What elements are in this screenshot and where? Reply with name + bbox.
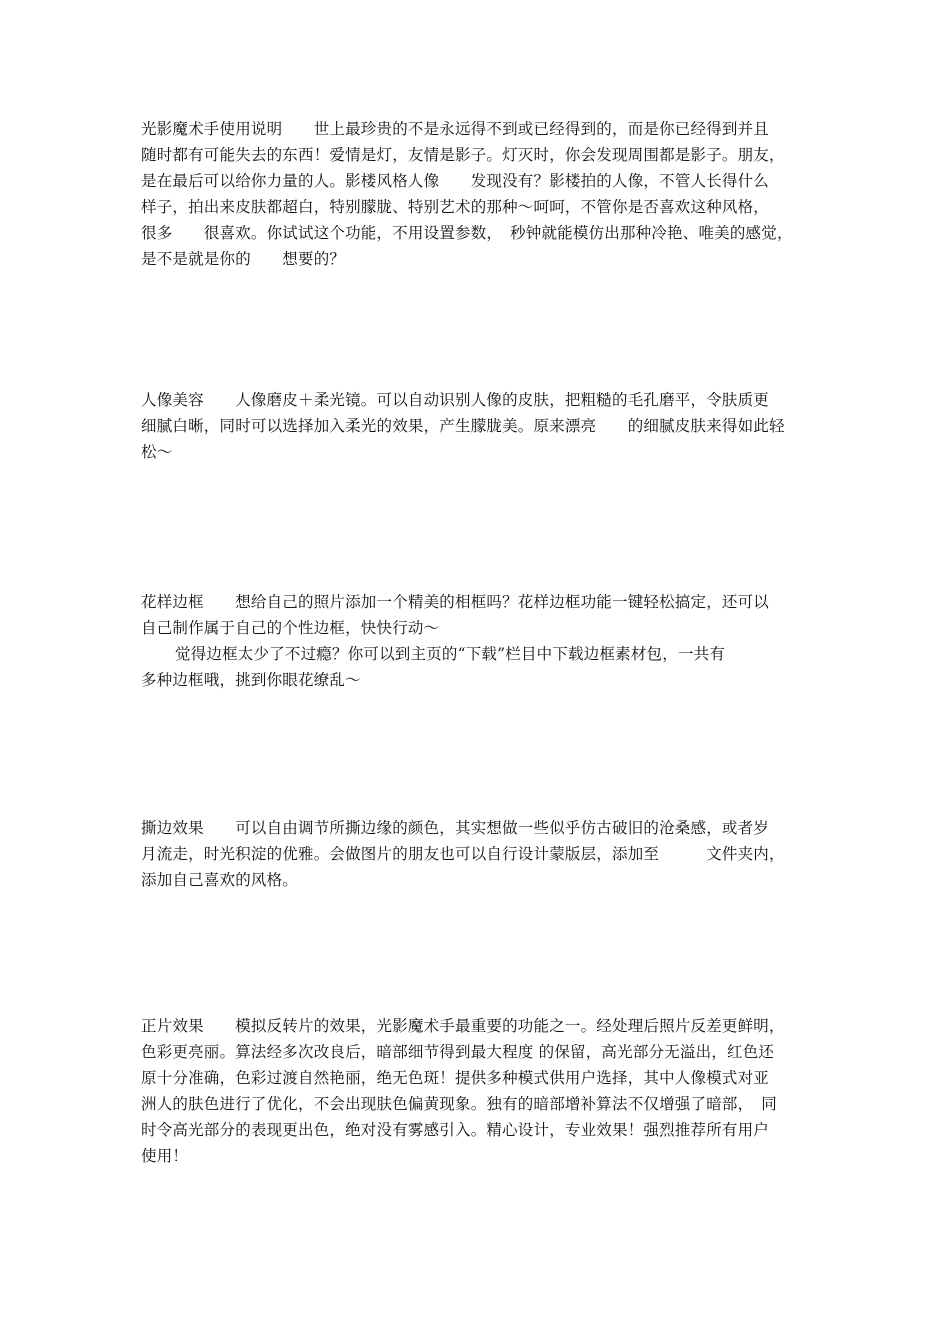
paragraph-line: 人像美容 人像磨皮＋柔光镜。可以自动识别人像的皮肤，把粗糙的毛孔磨平，令肤质更 bbox=[141, 391, 770, 409]
paragraph-line: 添加自己喜欢的风格。 bbox=[141, 871, 299, 889]
paragraph-line: 光影魔术手使用说明 世上最珍贵的不是永远得不到或已经得到的，而是你已经得到并且 bbox=[141, 120, 770, 138]
section-slide-effect bbox=[141, 1013, 813, 1169]
paragraph-line: 色彩更亮丽。算法经多次改良后，暗部细节得到最大程度 的保留，高光部分无溢出，红色还 bbox=[141, 1043, 775, 1061]
section-intro bbox=[141, 116, 813, 272]
paragraph-line: 样子，拍出来皮肤都超白，特别朦胧、特别艺术的那种～呵呵，不管你是否喜欢这种风格， bbox=[141, 198, 770, 216]
paragraph-line: 时令高光部分的表现更出色，绝对没有雾感引入。精心设计，专业效果！强烈推荐所有用户 bbox=[141, 1121, 770, 1139]
paragraph-line: 随时都有可能失去的东西！爱情是灯，友情是影子。灯灭时，你会发现周围都是影子。朋友， bbox=[141, 146, 785, 164]
paragraph-line: 很多 很喜欢。你试试这个功能，不用设置参数， 秒钟就能模仿出那种冷艳、唯美的感觉， bbox=[141, 224, 793, 242]
paragraph-line: 花样边框 想给自己的照片添加一个精美的相框吗？花样边框功能一键轻松搞定，还可以 bbox=[141, 593, 770, 611]
paragraph-line: 月流走，时光积淀的优雅。会做图片的朋友也可以自行设计蒙版层，添加至 文件夹内， bbox=[141, 845, 785, 863]
paragraph-line: 自己制作属于自己的个性边框，快快行动～ bbox=[141, 619, 440, 637]
section-portrait-beauty bbox=[141, 387, 813, 465]
paragraph-line: 觉得边框太少了不过瘾？你可以到主页的“下载”栏目中下载边框素材包，一共有 bbox=[175, 645, 726, 663]
paragraph-line: 使用！ bbox=[141, 1147, 189, 1165]
paragraph-line: 多种边框哦，挑到你眼花缭乱～ bbox=[141, 671, 361, 689]
section-fancy-borders bbox=[141, 589, 813, 693]
paragraph-line: 细腻白晰，同时可以选择加入柔光的效果，产生朦胧美。原来漂亮 的细腻皮肤来得如此轻 bbox=[141, 417, 785, 435]
paragraph-line: 洲人的肤色进行了优化，不会出现肤色偏黄现象。独有的暗部增补算法不仅增强了暗部， 同 bbox=[141, 1095, 777, 1113]
paragraph-line: 是不是就是你的 想要的？ bbox=[141, 250, 346, 268]
section-torn-edges bbox=[141, 815, 813, 893]
paragraph-line: 是在最后可以给你力量的人。影楼风格人像 发现没有？影楼拍的人像，不管人长得什么 bbox=[141, 172, 770, 190]
paragraph-line: 原十分准确，色彩过渡自然艳丽，绝无色斑！提供多种模式供用户选择，其中人像模式对亚 bbox=[141, 1069, 770, 1087]
paragraph-line: 撕边效果 可以自由调节所撕边缘的颜色，其实想做一些似乎仿古破旧的沧桑感，或者岁 bbox=[141, 819, 770, 837]
paragraph-line: 正片效果 模拟反转片的效果，光影魔术手最重要的功能之一。经处理后照片反差更鲜明， bbox=[141, 1017, 785, 1035]
paragraph-line: 松～ bbox=[141, 443, 173, 461]
